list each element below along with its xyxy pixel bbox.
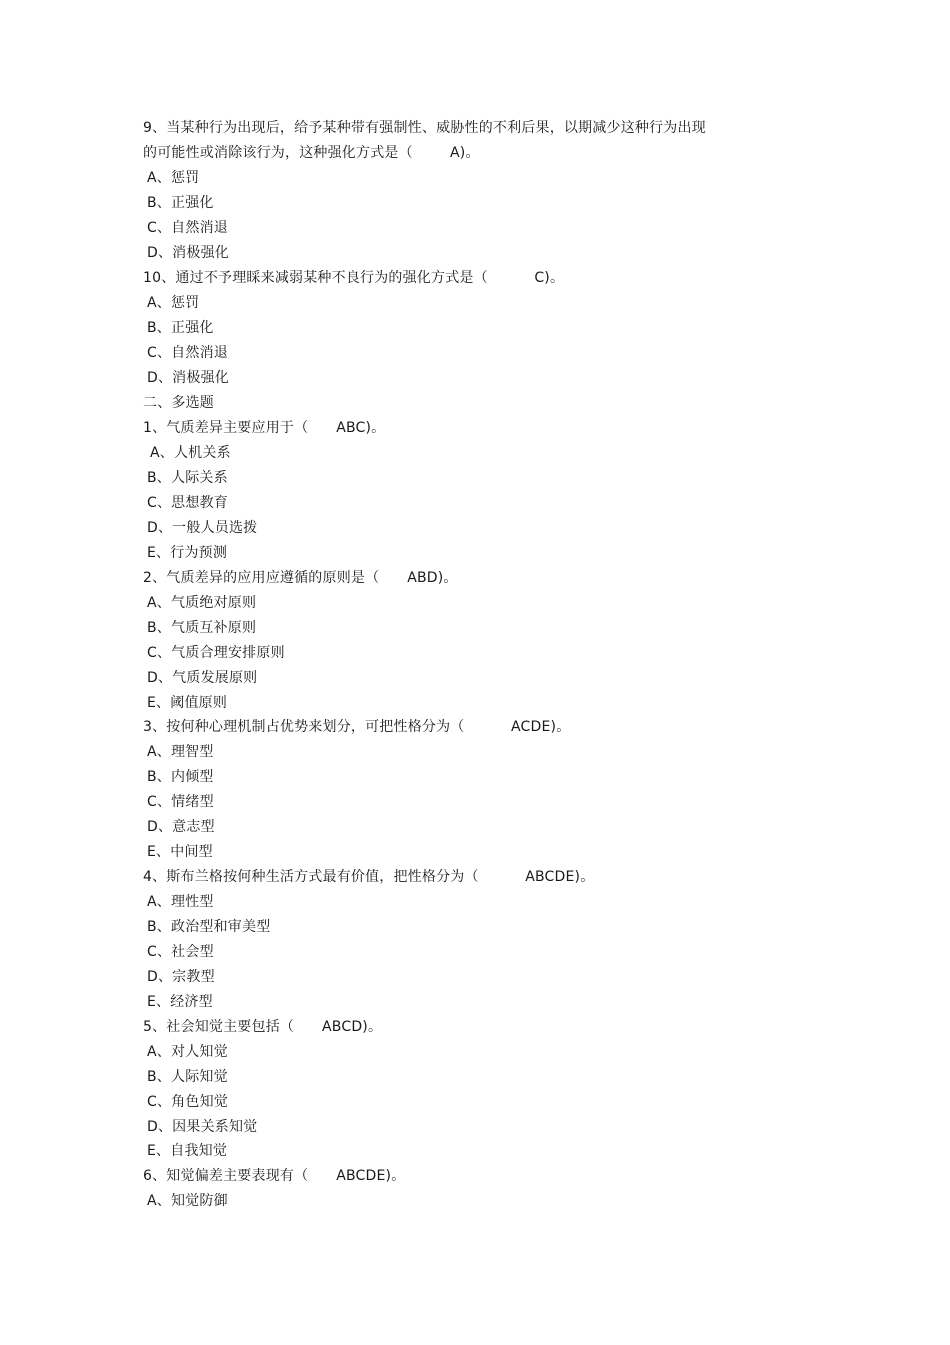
q10-option-a: A、惩罚	[147, 295, 200, 311]
mc-question-3: 3、按何种心理机制占优势来划分，可把性格分为（ ACDE)。	[143, 719, 571, 735]
mc1-option-c: C、思想教育	[147, 495, 228, 511]
mc1-option-d: D、一般人员选拨	[147, 520, 258, 536]
q9-option-c: C、自然消退	[147, 220, 228, 236]
mc4-option-e: E、经济型	[147, 994, 213, 1010]
mc4-option-b: B、政治型和审美型	[147, 919, 271, 935]
mc1-option-b: B、人际关系	[147, 470, 228, 486]
mc3-option-d: D、意志型	[147, 819, 215, 835]
mc3-option-a: A、理智型	[147, 744, 214, 760]
mc6-option-a: A、知觉防御	[147, 1193, 228, 1209]
mc2-option-d: D、气质发展原则	[147, 670, 258, 686]
mc3-option-e: E、中间型	[147, 844, 213, 860]
mc5-option-e: E、自我知觉	[147, 1143, 228, 1159]
q10-option-c: C、自然消退	[147, 345, 228, 361]
mc-question-5: 5、社会知觉主要包括（ ABCD)。	[143, 1019, 383, 1035]
mc2-option-e: E、阈值原则	[147, 695, 228, 711]
mc-question-4: 4、斯布兰格按何种生活方式最有价值，把性格分为（ ABCDE)。	[143, 869, 595, 885]
q10-option-b: B、正强化	[147, 320, 214, 336]
mc4-option-d: D、宗教型	[147, 969, 215, 985]
mc5-option-a: A、对人知觉	[147, 1044, 228, 1060]
q9-option-a: A、惩罚	[147, 170, 200, 186]
mc5-option-c: C、角色知觉	[147, 1094, 228, 1110]
question-10: 10、通过不予理睬来减弱某种不良行为的强化方式是（ C)。	[143, 270, 565, 286]
mc3-option-c: C、情绪型	[147, 794, 214, 810]
mc-question-2: 2、气质差异的应用应遵循的原则是（ ABD)。	[143, 570, 458, 586]
mc1-option-e: E、行为预测	[147, 545, 228, 561]
q9-option-d: D、消极强化	[147, 245, 229, 261]
mc1-option-a: A、人机关系	[150, 445, 231, 461]
q9-option-b: B、正强化	[147, 195, 214, 211]
mc2-option-b: B、气质互补原则	[147, 620, 257, 636]
question-9-line-1: 9、当某种行为出现后，给予某种带有强制性、威胁性的不利后果，以期减少这种行为出现	[143, 120, 706, 136]
mc-question-1: 1、气质差异主要应用于（ ABC)。	[143, 420, 386, 436]
mc2-option-c: C、气质合理安排原则	[147, 645, 285, 661]
mc2-option-a: A、气质绝对原则	[147, 595, 257, 611]
mc5-option-d: D、因果关系知觉	[147, 1119, 258, 1135]
mc5-option-b: B、人际知觉	[147, 1069, 228, 1085]
question-9-line-2: 的可能性或消除该行为，这种强化方式是（ A)。	[143, 145, 480, 161]
q10-option-d: D、消极强化	[147, 370, 229, 386]
mc3-option-b: B、内倾型	[147, 769, 214, 785]
mc-question-6: 6、知觉偏差主要表现有（ ABCDE)。	[143, 1168, 406, 1184]
mc4-option-c: C、社会型	[147, 944, 214, 960]
mc4-option-a: A、理性型	[147, 894, 214, 910]
section-heading: 二、多选题	[143, 395, 214, 411]
